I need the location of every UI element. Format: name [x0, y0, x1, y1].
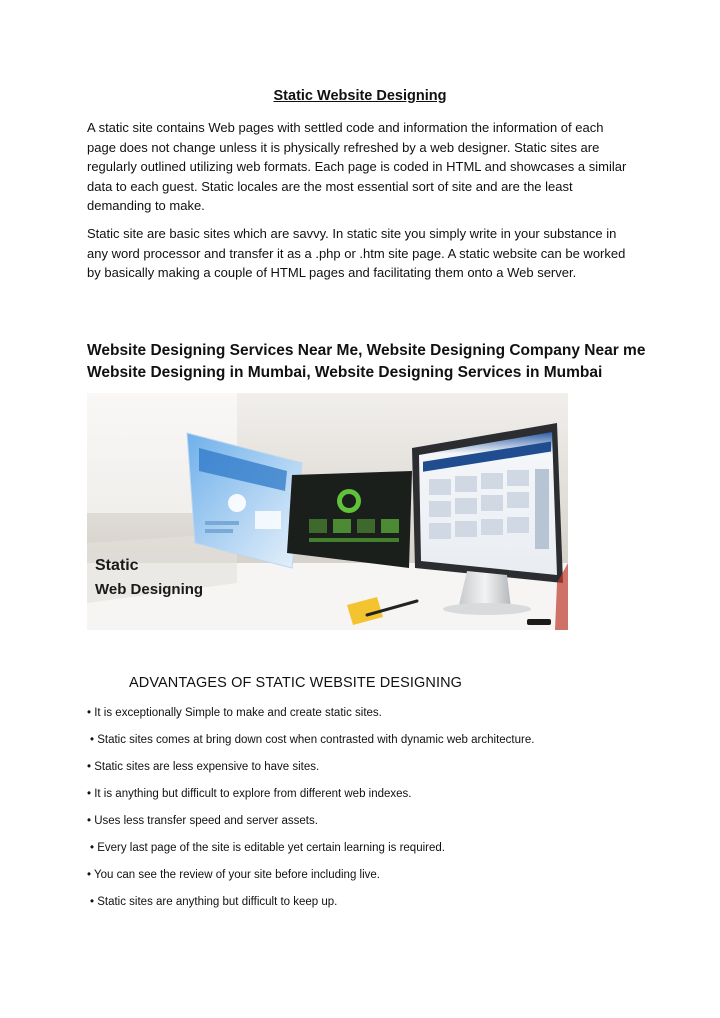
services-heading — [87, 340, 647, 384]
intro-paragraph: A static site contains Web pages with settled code and information the information of each page does not change unless it is physically refreshed by a web designer. Static sites are regularly outlined utilizing web formats. Each page is coded in HTML and showcases a similar data to each guest. Static locales are the most essential sort of site and are the least demanding to make. — [87, 120, 627, 213]
advantages-list — [87, 706, 647, 922]
advantages-title: ADVANTAGES OF STATIC WEBSITE DESIGNING — [129, 675, 463, 691]
list-item: • Every last page of the site is editable yet certain learning is required. — [90, 842, 445, 854]
services-heading-line1: Website Designing Services Near Me, Website Designing Company Near me — [87, 342, 646, 359]
hero-label-web-designing: Web Designing — [95, 581, 204, 598]
list-item: • Static sites comes at bring down cost when contrasted with dynamic web architecture. — [90, 734, 535, 746]
list-item: • It is exceptionally Simple to make and create static sites. — [87, 707, 382, 719]
list-item: • Uses less transfer speed and server assets. — [87, 815, 318, 827]
middle-page-screen — [287, 471, 412, 568]
hero-label-static: Static — [95, 557, 139, 574]
list-item: • You can see the review of your site before including live. — [87, 869, 380, 881]
basic-sites-paragraph: Static site are basic sites which are savvy. In static site you simply write in your substance in any word processor and transfer it as a .php or .htm site page. A static website can be worked by basically making a couple of HTML pages and facilitating them onto a Web server. — [87, 226, 626, 280]
hero-image — [87, 393, 568, 630]
list-item: • It is anything but difficult to explore from different web indexes. — [87, 788, 412, 800]
page-title: Static Website Designing — [273, 88, 447, 104]
services-heading-line2: Website Designing in Mumbai, Website Designing Services in Mumbai — [87, 364, 603, 381]
list-item: • Static sites are less expensive to have sites. — [87, 761, 320, 773]
list-item: • Static sites are anything but difficult to keep up. — [90, 896, 338, 908]
